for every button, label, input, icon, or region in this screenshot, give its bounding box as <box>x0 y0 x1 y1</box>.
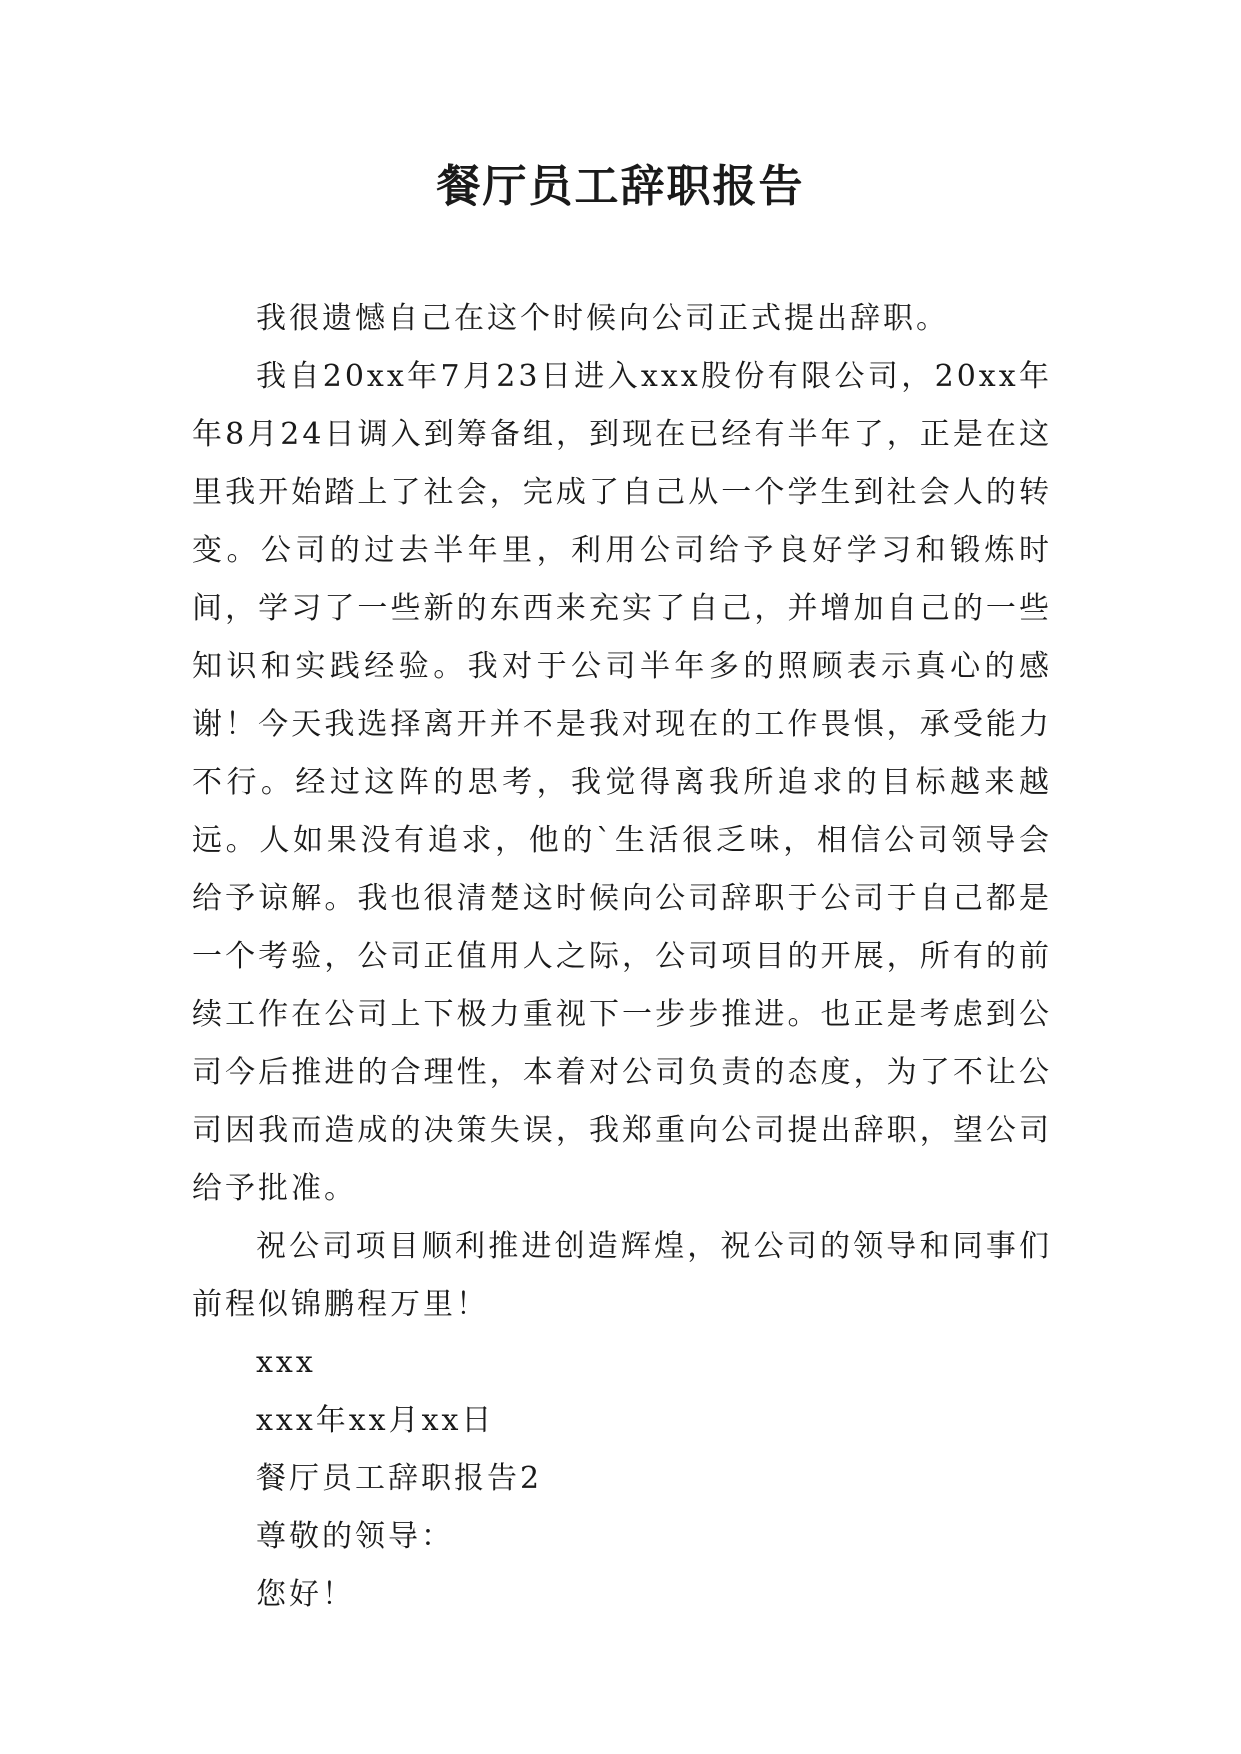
document-body <box>192 290 1052 1624</box>
document-title: 餐厅员工辞职报告 <box>436 161 805 212</box>
greeting: 您好！ <box>256 1577 355 1612</box>
signature-name: xxx <box>256 1345 316 1380</box>
paragraph-main: 我自20xx年7月23日进入xxx股份有限公司，20xx年年8月24日调入到筹备组，到现在已经有半年了，正是在这里我开始踏上了社会，完成了自己从一个学生到社会人的转变。公司的过去半年里，利用公司给予良好学习和锻炼时间，学习了一些新的东西来充实了自己，并增加自己的一些知识和实践经验。我对于公司半年多的照顾表示真心的感谢！今天我选择离开并不是我对现在的工作畏惧，承受能力不行。经过这阵的思考，我觉得离我所追求的目标越来越远。人如果没有追求，他的`生活很乏味，相信公司领导会给予谅解。我也很清楚这时候向公司辞职于公司于自己都是一个考验，公司正值用人之际，公司项目的开展，所有的前续工作在公司上下极力重视下一步步推进。也正是考虑到公司今后推进的合理性，本着对公司负责的态度，为了不让公司因我而造成的决策失误，我郑重向公司提出辞职，望公司给予批准。 <box>192 359 1052 1206</box>
paragraph-wishes: 祝公司项目顺利推进创造辉煌，祝公司的领导和同事们前程似锦鹏程万里！ <box>192 1229 1052 1322</box>
paragraph-intro: 我很遗憾自己在这个时候向公司正式提出辞职。 <box>256 301 949 336</box>
signature-date: xxx年xx月xx日 <box>256 1403 495 1438</box>
next-report-title: 餐厅员工辞职报告2 <box>256 1461 543 1496</box>
salutation: 尊敬的领导： <box>256 1519 454 1554</box>
